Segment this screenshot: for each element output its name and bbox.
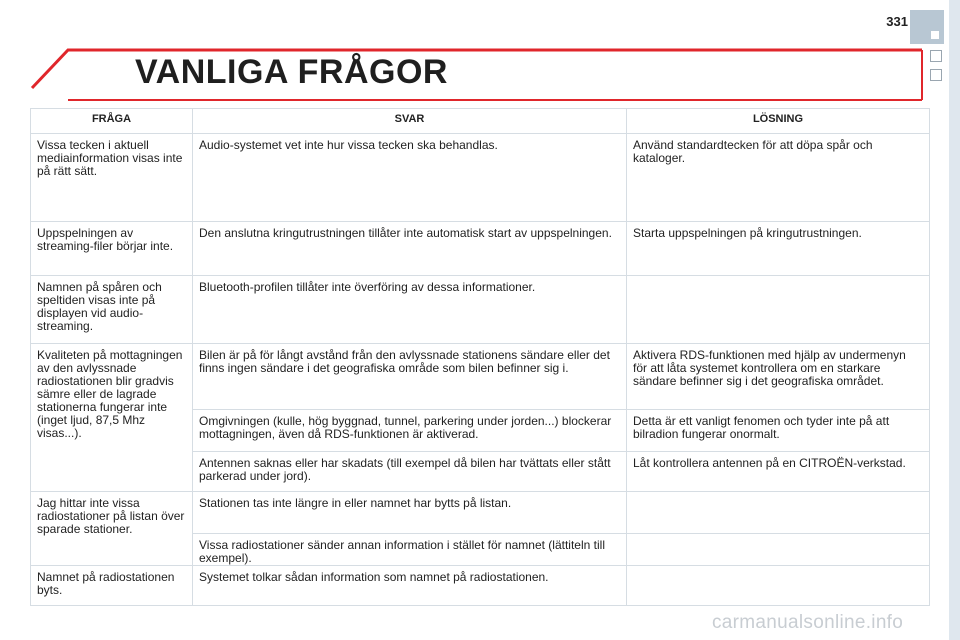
- answer-cell: Audio-systemet vet inte hur vissa tecken ska behandlas.: [193, 134, 627, 222]
- table-row: [31, 134, 930, 222]
- question-cell: Namnet på radiostationen byts.: [31, 566, 193, 606]
- solution-cell: Aktivera RDS-funktionen med hjälp av undermenyn för att låta systemet kontrollera om en starkare sändare befinner sig i det geografiska området.: [627, 344, 930, 410]
- question-cell: Uppspelningen av streaming-filer börjar inte.: [31, 222, 193, 276]
- answer-cell: Bilen är på för långt avstånd från den avlyssnade stationens sändare eller det finns ingen sändare i det geografiska område som bilen befinner sig i.: [193, 344, 627, 410]
- question-cell: Kvaliteten på mottagningen av den avlyssnade radiostationen blir gradvis sämre eller de lagrade stationerna fungerar inte (inget ljud, 87,5 Mhz visas...).: [31, 344, 193, 492]
- column-header-solution: LÖSNING: [627, 109, 930, 134]
- answer-cell: Omgivningen (kulle, hög byggnad, tunnel, parkering under jorden...) blockerar mottagningen, även då RDS-funktionen är aktiverad.: [193, 410, 627, 452]
- question-cell: Jag hittar inte vissa radiostationer på listan över sparade stationer.: [31, 492, 193, 566]
- solution-cell: Detta är ett vanligt fenomen och tyder inte på att bilradion fungerar onormalt.: [627, 410, 930, 452]
- faq-table: [30, 108, 930, 606]
- column-header-answer: SVAR: [193, 109, 627, 134]
- watermark: carmanualsonline.info: [712, 612, 904, 633]
- page-title: VANLIGA FRÅGOR: [135, 53, 448, 91]
- answer-cell: Antennen saknas eller har skadats (till exempel då bilen har tvättats eller stått parkerad under jord).: [193, 452, 627, 492]
- table-row: [31, 492, 930, 534]
- corner-tab: [910, 10, 944, 44]
- answer-cell: Systemet tolkar sådan information som namnet på radiostationen.: [193, 566, 627, 606]
- solution-cell: Starta uppspelningen på kringutrustningen.: [627, 222, 930, 276]
- title-banner: [30, 44, 930, 102]
- column-header-question: FRÅGA: [31, 109, 193, 134]
- side-checkbox-icon: [930, 50, 942, 62]
- answer-cell: Stationen tas inte längre in eller namnet har bytts på listan.: [193, 492, 627, 534]
- answer-cell: Vissa radiostationer sänder annan information i stället för namnet (lättiteln till exempel).: [193, 534, 627, 566]
- answer-cell: Den anslutna kringutrustningen tillåter inte automatisk start av uppspelningen.: [193, 222, 627, 276]
- solution-cell: [627, 566, 930, 606]
- solution-cell: Låt kontrollera antennen på en CITROËN-verkstad.: [627, 452, 930, 492]
- right-edge-strip: [949, 0, 960, 640]
- answer-cell: Bluetooth-profilen tillåter inte överföring av dessa informationer.: [193, 276, 627, 344]
- table-row: [31, 344, 930, 410]
- solution-cell: [627, 534, 930, 566]
- side-checkbox-icon: [930, 69, 942, 81]
- table-row: [31, 566, 930, 606]
- table-row: [31, 222, 930, 276]
- question-cell: Vissa tecken i aktuell mediainformation visas inte på rätt sätt.: [31, 134, 193, 222]
- question-cell: Namnen på spåren och speltiden visas inte på displayen vid audio-streaming.: [31, 276, 193, 344]
- page-number: 331: [886, 14, 908, 29]
- solution-cell: [627, 276, 930, 344]
- table-header-row: [31, 109, 930, 134]
- solution-cell: [627, 492, 930, 534]
- solution-cell: Använd standardtecken för att döpa spår och kataloger.: [627, 134, 930, 222]
- corner-square-icon: [931, 31, 939, 39]
- table-row: [31, 276, 930, 344]
